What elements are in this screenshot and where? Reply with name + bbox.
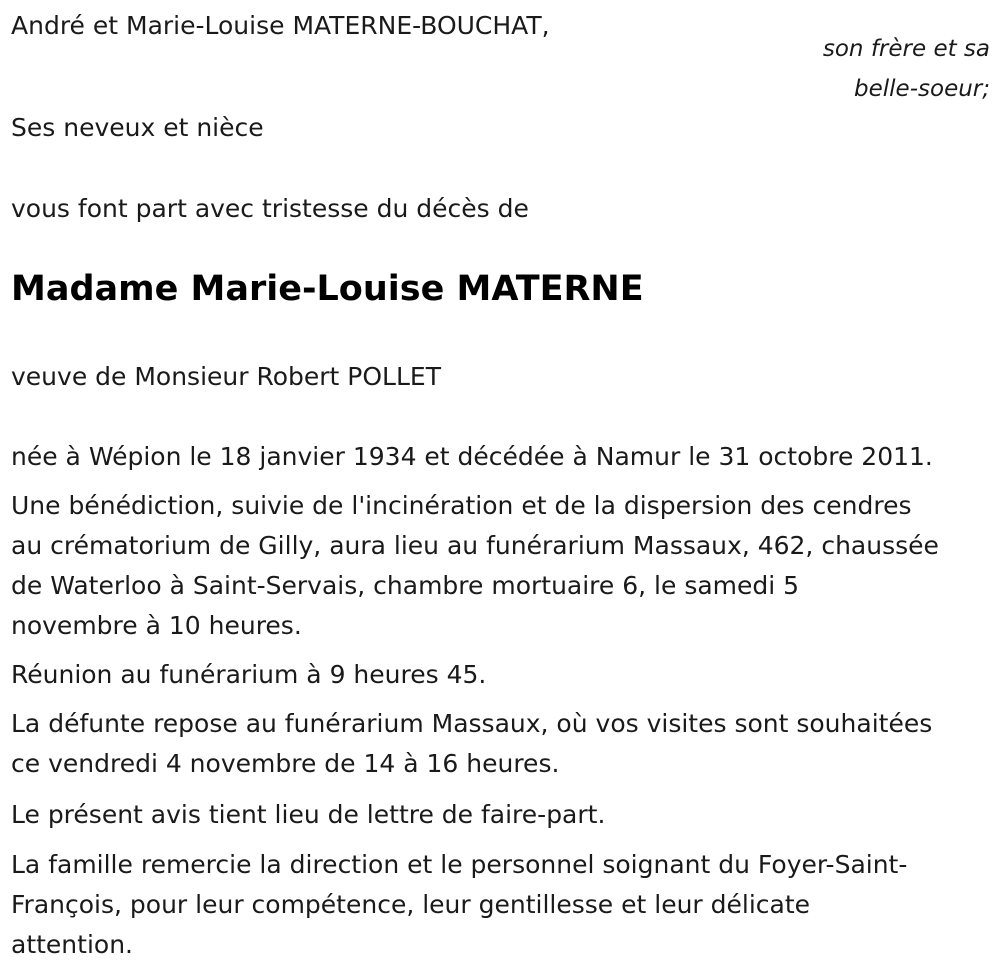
ceremony-text: novembre à 10 heures. — [11, 611, 302, 640]
intro-text: vous font part avec tristesse du décès de — [11, 194, 529, 223]
meeting-text: Réunion au funérarium à 9 heures 45. — [11, 660, 487, 689]
ceremony-text: de Waterloo à Saint-Servais, chambre mortuaire 6, le samedi 5 — [11, 571, 800, 600]
deceased-name: Madame Marie-Louise MATERNE — [11, 269, 644, 309]
family-relation-text: son frère et sa — [822, 36, 990, 62]
family-relation-text: belle-soeur; — [854, 76, 990, 102]
visits-text: La défunte repose au funérarium Massaux, où vos visites sont souhaitées — [11, 709, 933, 738]
family-member-line: André et Marie-Louise MATERNE-BOUCHAT, — [11, 11, 550, 40]
thanks-text: La famille remercie la direction et le personnel soignant du Foyer-Saint- — [11, 850, 908, 879]
birth-death-text: née à Wépion le 18 janvier 1934 et décédée à Namur le 31 octobre 2011. — [11, 442, 933, 471]
visits-text: ce vendredi 4 novembre de 14 à 16 heures. — [11, 749, 560, 778]
family-member-line: Ses neveux et nièce — [11, 113, 264, 142]
thanks-text: François, pour leur compétence, leur gentillesse et leur délicate — [11, 890, 811, 919]
ceremony-text: au crématorium de Gilly, aura lieu au funérarium Massaux, 462, chaussée — [11, 531, 939, 560]
ceremony-text: Une bénédiction, suivie de l'incinération et de la dispersion des cendres — [11, 491, 912, 520]
widow-of-text: veuve de Monsieur Robert POLLET — [11, 362, 441, 391]
notice-text: Le présent avis tient lieu de lettre de faire-part. — [11, 800, 606, 829]
thanks-text: attention. — [11, 930, 133, 959]
